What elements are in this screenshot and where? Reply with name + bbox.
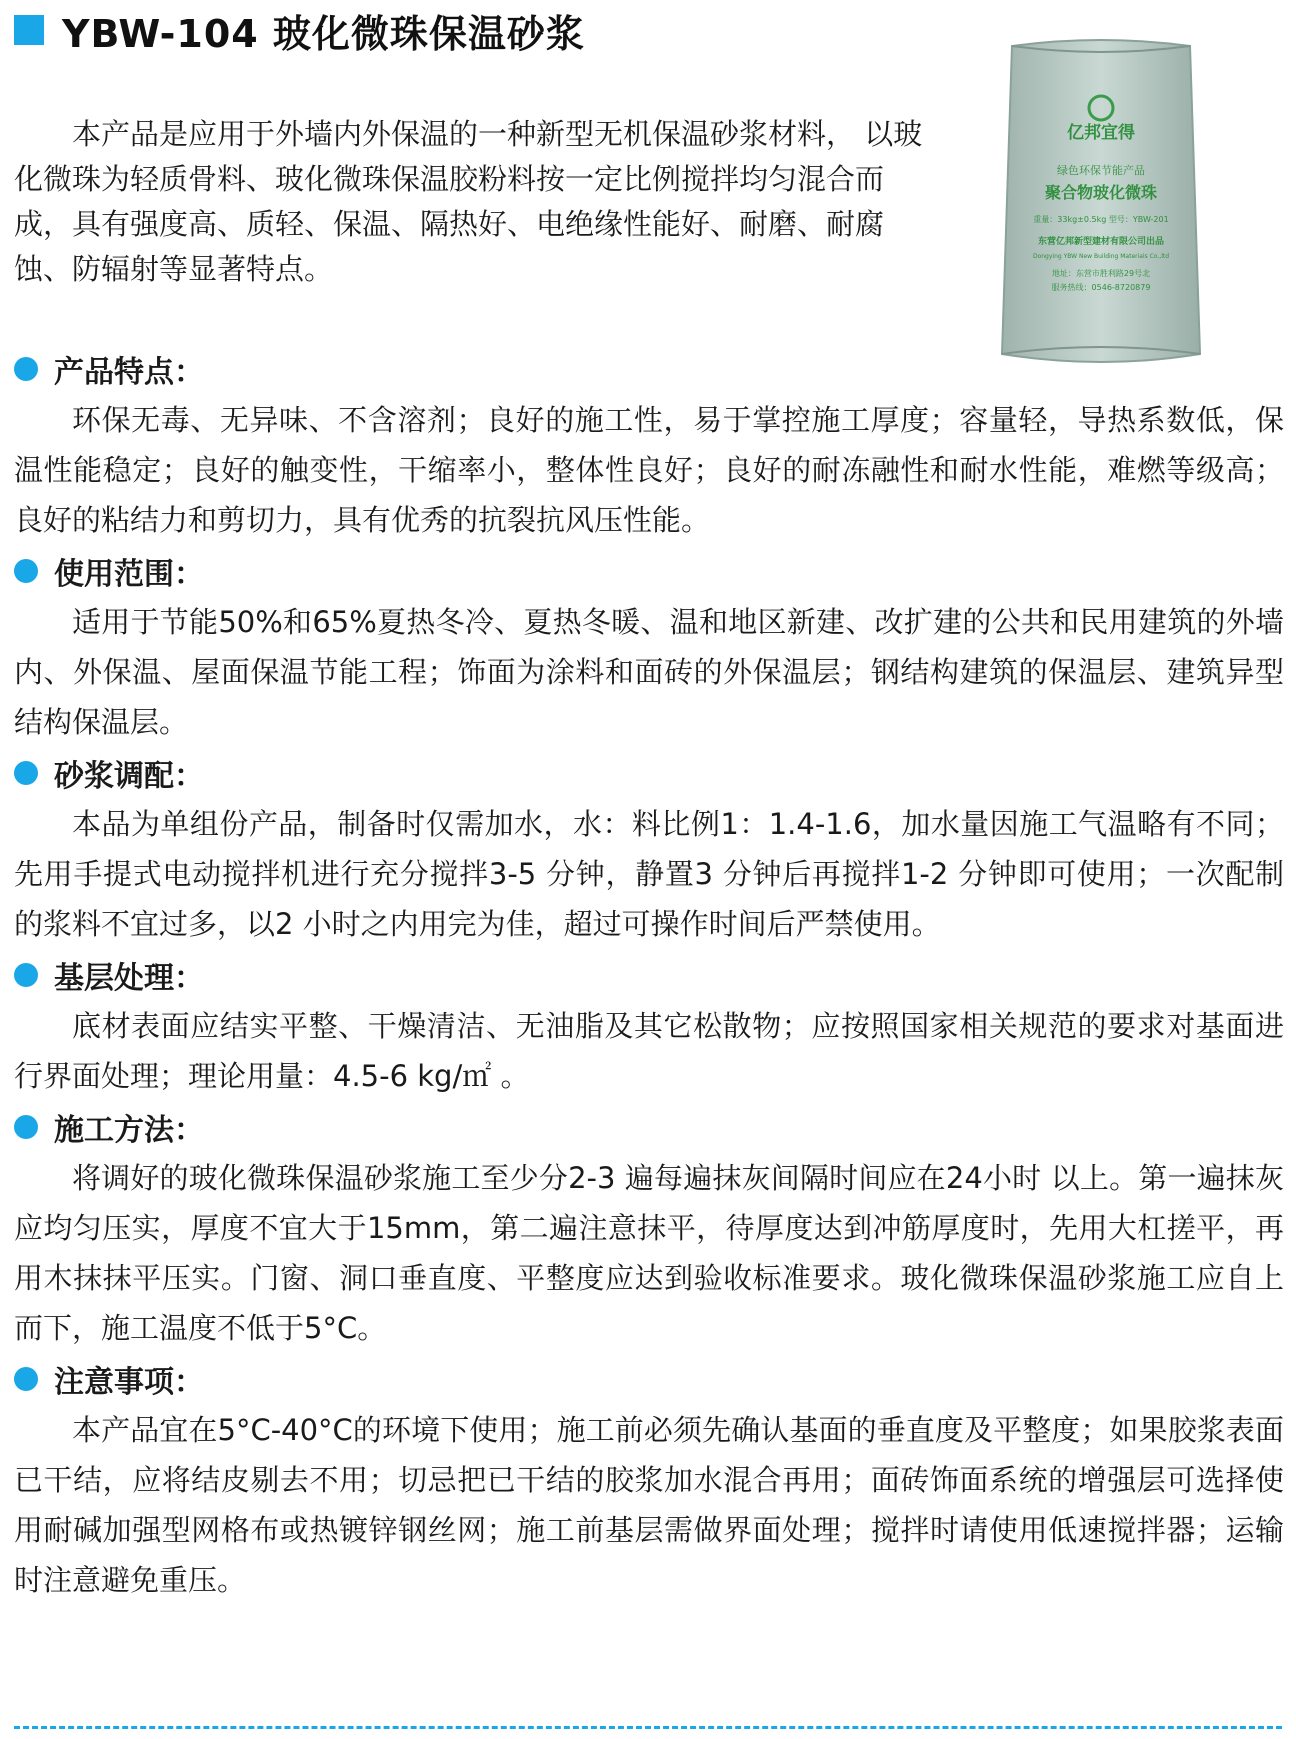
- bag-address: 地址：东营市胜利路29号北: [1051, 269, 1151, 278]
- product-bag-image: [994, 36, 1208, 368]
- section-mixing: [14, 753, 1284, 949]
- bag-line1: 绿色环保节能产品: [1057, 164, 1145, 177]
- bullet-dot-icon: [14, 963, 38, 987]
- section-heading: 使用范围：: [14, 551, 1284, 591]
- section-heading: 产品特点：: [14, 349, 1284, 389]
- bag-brand: 亿邦宜得: [1067, 123, 1135, 143]
- title-square-icon: [14, 15, 44, 45]
- section-text: 底材表面应结实平整、干燥清洁、无油脂及其它松散物；应按照国家相关规范的要求对基面进行界面处理；理论用量：4.5-6 kg/㎡ 。: [14, 1009, 1284, 1093]
- section-heading: 基层处理：: [14, 955, 1284, 995]
- section-text: 将调好的玻化微珠保温砂浆施工至少分2-3 遍每遍抹灰间隔时间应在24小时 以上。第一遍抹灰应均匀压实，厚度不宜大于15mm，第二遍注意抹平，待厚度达到冲筋厚度时，先用大杠搓平，再用木抹抹平压实。门窗、洞口垂直度、平整度应达到验收标准要求。玻化微珠保温砂浆施工应自上而下，施工温度不低于5°C。: [14, 1161, 1284, 1345]
- bullet-dot-icon: [14, 559, 38, 583]
- bullet-dot-icon: [14, 761, 38, 785]
- section-heading: 施工方法：: [14, 1107, 1284, 1147]
- bullet-dot-icon: [14, 1367, 38, 1391]
- section-heading: 砂浆调配：: [14, 753, 1284, 793]
- bag-spec: 重量：33kg±0.5kg 型号：YBW-201: [1033, 215, 1169, 224]
- intro-paragraph: 本产品是应用于外墙内外保温的一种新型无机保温砂浆材料， 以玻化微珠为轻质骨料、玻化微珠保温胶粉料按一定比例搅拌均匀混合而成，具有强度高、质轻、保温、隔热好、电绝缘性能好、耐磨、耐腐蚀、防辐射等显著特点。: [14, 117, 923, 286]
- section-notes: [14, 1359, 1284, 1605]
- bullet-dot-icon: [14, 357, 38, 381]
- section-method: [14, 1107, 1284, 1353]
- bag-product: 聚合物玻化微珠: [1044, 183, 1158, 202]
- section-features: [14, 349, 1284, 545]
- bullet-dot-icon: [14, 1115, 38, 1139]
- section-text: 适用于节能50%和65%夏热冬冷、夏热冬暖、温和地区新建、改扩建的公共和民用建筑的外墙内、外保温、屋面保温节能工程；饰面为涂料和面砖的外保温层；钢结构建筑的保温层、建筑异型结构保温层。: [14, 605, 1284, 739]
- bag-maker: 东营亿邦新型建材有限公司出品: [1037, 237, 1165, 247]
- section-text: 本品为单组份产品，制备时仅需加水，水：料比例1：1.4-1.6，加水量因施工气温略有不同；先用手提式电动搅拌机进行充分搅拌3-5 分钟，静置3 分钟后再搅拌1-2 分钟即可使用；一次配制的浆料不宜过多，以2 小时之内用完为佳，超过可操作时间后严禁使用。: [14, 807, 1284, 941]
- bag-hotline: 服务热线：0546-8720879: [1051, 283, 1151, 292]
- title-row: [14, 10, 585, 56]
- page-title: YBW-104 玻化微珠保温砂浆: [62, 11, 585, 56]
- section-text: 环保无毒、无异味、不含溶剂；良好的施工性，易于掌控施工厚度；容量轻，导热系数低，保温性能稳定；良好的触变性，干缩率小，整体性良好；良好的耐冻融性和耐水性能，难燃等级高；良好的粘结力和剪切力，具有优秀的抗裂抗风压性能。: [14, 403, 1284, 537]
- sections-container: [14, 349, 1284, 1611]
- section-text: 本产品宜在5°C-40°C的环境下使用；施工前必须先确认基面的垂直度及平整度；如果胶浆表面已干结，应将结皮剔去不用；切忌把已干结的胶浆加水混合再用；面砖饰面系统的增强层可选择使用耐碱加强型网格布或热镀锌钢丝网；施工前基层需做界面处理；搅拌时请使用低速搅拌器；运输时注意避免重压。: [14, 1413, 1284, 1597]
- section-scope: [14, 551, 1284, 747]
- section-heading: 注意事项：: [14, 1359, 1284, 1399]
- section-substrate: [14, 955, 1284, 1101]
- footer-divider: [14, 1726, 1282, 1729]
- bag-maker-en: Dongying YBW New Building Materials Co.,ltd: [1032, 253, 1170, 260]
